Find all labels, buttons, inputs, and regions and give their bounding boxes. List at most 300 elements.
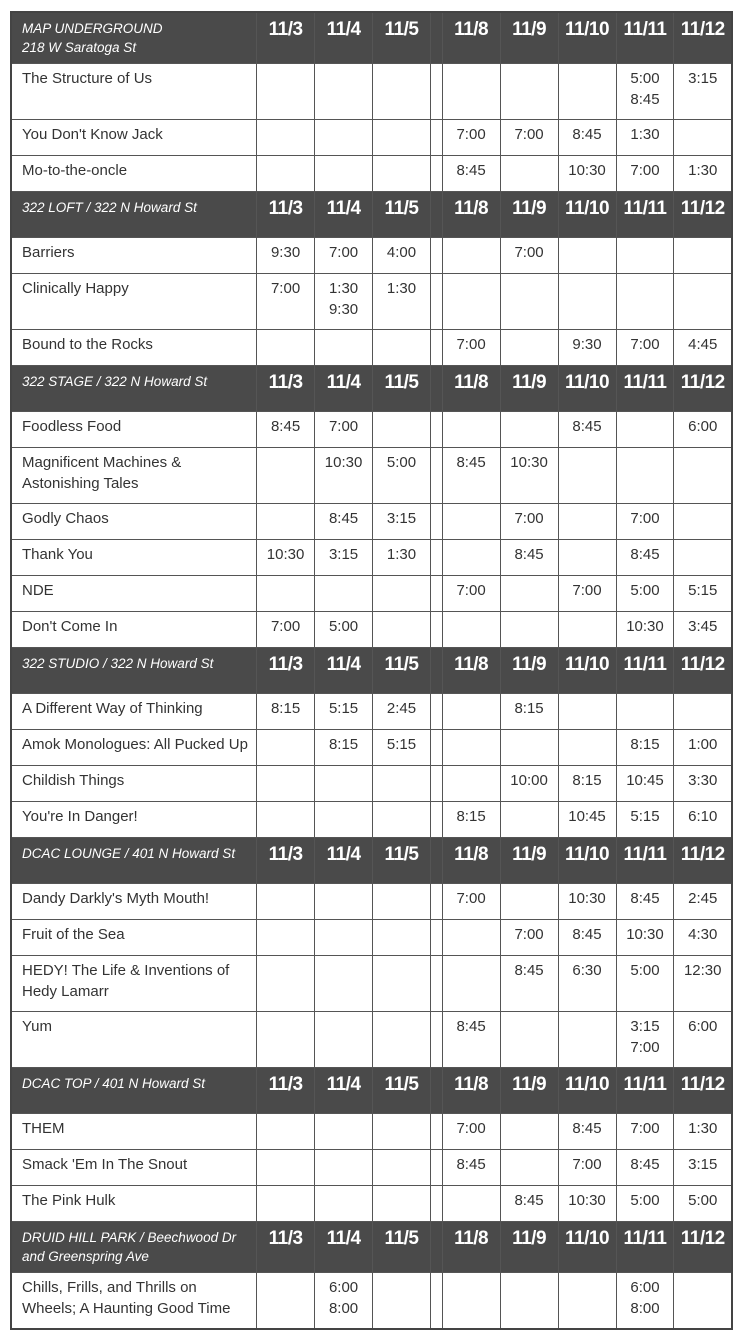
day-header: 11/3 [257, 366, 315, 412]
show-time: 5:00 [616, 956, 674, 1012]
show-title: Bound to the Rocks [11, 330, 257, 366]
show-time [257, 1186, 315, 1222]
venue-label: DCAC TOP / 401 N Howard St [11, 1068, 257, 1114]
show-time: 10:30 [500, 448, 558, 504]
show-time [558, 694, 616, 730]
show-title: You're In Danger! [11, 802, 257, 838]
day-header: 11/8 [442, 838, 500, 884]
show-time [257, 330, 315, 366]
show-time: 7:00 [500, 920, 558, 956]
show-time [257, 1012, 315, 1068]
show-time [373, 330, 431, 366]
show-time [373, 1114, 431, 1150]
day-header: 11/3 [257, 648, 315, 694]
show-time [257, 884, 315, 920]
show-time [315, 884, 373, 920]
show-time [674, 504, 732, 540]
show-time: 1:30 [373, 540, 431, 576]
day-header: 11/12 [674, 192, 732, 238]
show-title: Barriers [11, 238, 257, 274]
venue-label: DCAC LOUNGE / 401 N Howard St [11, 838, 257, 884]
show-time [558, 504, 616, 540]
day-header: 11/4 [315, 648, 373, 694]
day-header: 11/12 [674, 12, 732, 64]
show-time: 8:15 [616, 730, 674, 766]
day-header: 11/11 [616, 192, 674, 238]
show-time: 5:00 8:45 [616, 64, 674, 120]
show-time: 3:15 [373, 504, 431, 540]
day-header: 11/10 [558, 12, 616, 64]
show-title: Yum [11, 1012, 257, 1068]
show-time [500, 1012, 558, 1068]
show-row [11, 504, 732, 540]
venue-label: 322 STUDIO / 322 N Howard St [11, 648, 257, 694]
day-header: 11/12 [674, 838, 732, 884]
show-time: 8:45 [442, 156, 500, 192]
day-header: 11/5 [373, 1222, 431, 1273]
column-gap [431, 766, 443, 802]
venue-header-row [11, 1222, 732, 1273]
show-time [315, 330, 373, 366]
day-header: 11/9 [500, 648, 558, 694]
schedule-table [10, 11, 733, 1330]
show-time: 7:00 [442, 576, 500, 612]
show-time [257, 956, 315, 1012]
show-time: 5:15 [315, 694, 373, 730]
show-time: 8:45 [442, 1012, 500, 1068]
show-row [11, 1273, 732, 1330]
show-time: 10:30 [616, 920, 674, 956]
show-time [315, 1186, 373, 1222]
show-time: 7:00 [442, 1114, 500, 1150]
day-header: 11/8 [442, 1222, 500, 1273]
show-time [500, 730, 558, 766]
venue-header-row [11, 648, 732, 694]
column-gap [431, 192, 443, 238]
show-time: 8:45 [558, 412, 616, 448]
show-time [500, 802, 558, 838]
column-gap [431, 330, 443, 366]
show-row [11, 730, 732, 766]
show-time [373, 1273, 431, 1330]
show-time: 10:00 [500, 766, 558, 802]
show-time: 8:45 [616, 1150, 674, 1186]
show-title: Chills, Frills, and Thrills on Wheels; A Haunting Good Time [11, 1273, 257, 1330]
show-time [616, 412, 674, 448]
day-header: 11/4 [315, 12, 373, 64]
show-time [500, 274, 558, 330]
show-time: 8:45 [500, 1186, 558, 1222]
show-time: 9:30 [558, 330, 616, 366]
day-header: 11/9 [500, 12, 558, 64]
column-gap [431, 956, 443, 1012]
show-time [257, 1114, 315, 1150]
day-header: 11/9 [500, 1068, 558, 1114]
show-time [442, 730, 500, 766]
show-time [257, 920, 315, 956]
show-title: The Pink Hulk [11, 1186, 257, 1222]
show-row [11, 612, 732, 648]
show-time [558, 448, 616, 504]
show-time [373, 612, 431, 648]
day-header: 11/10 [558, 648, 616, 694]
column-gap [431, 504, 443, 540]
venue-header-row [11, 1068, 732, 1114]
show-time [558, 274, 616, 330]
day-header: 11/3 [257, 1222, 315, 1273]
show-time: 8:45 [442, 1150, 500, 1186]
show-time: 4:00 [373, 238, 431, 274]
show-time [373, 766, 431, 802]
show-time: 4:45 [674, 330, 732, 366]
show-time [257, 730, 315, 766]
show-time: 4:30 [674, 920, 732, 956]
day-header: 11/8 [442, 648, 500, 694]
show-time [315, 576, 373, 612]
show-row [11, 238, 732, 274]
column-gap [431, 64, 443, 120]
show-time: 5:00 [616, 1186, 674, 1222]
column-gap [431, 1012, 443, 1068]
column-gap [431, 1068, 443, 1114]
show-time [558, 730, 616, 766]
show-time [315, 64, 373, 120]
show-time: 3:30 [674, 766, 732, 802]
day-header: 11/9 [500, 192, 558, 238]
show-time: 8:15 [500, 694, 558, 730]
show-time: 1:30 [616, 120, 674, 156]
day-header: 11/11 [616, 838, 674, 884]
day-header: 11/10 [558, 192, 616, 238]
show-time [373, 64, 431, 120]
day-header: 11/10 [558, 1068, 616, 1114]
day-header: 11/12 [674, 648, 732, 694]
venue-header-row [11, 192, 732, 238]
show-time: 10:30 [315, 448, 373, 504]
column-gap [431, 884, 443, 920]
show-time: 5:15 [373, 730, 431, 766]
day-header: 11/4 [315, 1222, 373, 1273]
show-time: 7:00 [616, 1114, 674, 1150]
show-time: 7:00 [558, 576, 616, 612]
show-time [500, 1114, 558, 1150]
show-time: 10:45 [616, 766, 674, 802]
day-header: 11/4 [315, 366, 373, 412]
show-time: 1:30 [674, 156, 732, 192]
show-time: 3:45 [674, 612, 732, 648]
show-time: 7:00 [257, 612, 315, 648]
show-title: Don't Come In [11, 612, 257, 648]
column-gap [431, 156, 443, 192]
venue-header-row [11, 838, 732, 884]
show-time: 8:45 [616, 884, 674, 920]
show-time: 2:45 [674, 884, 732, 920]
show-row [11, 156, 732, 192]
show-time [558, 64, 616, 120]
show-time: 7:00 [442, 330, 500, 366]
show-time: 10:30 [616, 612, 674, 648]
show-title: Smack 'Em In The Snout [11, 1150, 257, 1186]
column-gap [431, 1273, 443, 1330]
show-time [616, 238, 674, 274]
show-time [500, 612, 558, 648]
show-time: 6:00 [674, 412, 732, 448]
show-title: The Structure of Us [11, 64, 257, 120]
show-time [442, 1273, 500, 1330]
venue-label: 322 STAGE / 322 N Howard St [11, 366, 257, 412]
day-header: 11/5 [373, 192, 431, 238]
show-time [500, 576, 558, 612]
day-header: 11/10 [558, 1222, 616, 1273]
column-gap [431, 838, 443, 884]
show-title: THEM [11, 1114, 257, 1150]
show-title: Dandy Darkly's Myth Mouth! [11, 884, 257, 920]
show-title: Fruit of the Sea [11, 920, 257, 956]
show-time [373, 884, 431, 920]
show-row [11, 1186, 732, 1222]
show-row [11, 540, 732, 576]
column-gap [431, 1186, 443, 1222]
day-header: 11/8 [442, 192, 500, 238]
show-row [11, 1150, 732, 1186]
show-time [373, 1012, 431, 1068]
show-row [11, 448, 732, 504]
day-header: 11/12 [674, 1222, 732, 1273]
show-time [616, 274, 674, 330]
show-time: 7:00 [315, 238, 373, 274]
show-time: 1:30 [373, 274, 431, 330]
show-time: 10:30 [558, 1186, 616, 1222]
show-time [616, 448, 674, 504]
show-time: 10:30 [257, 540, 315, 576]
day-header: 11/11 [616, 648, 674, 694]
show-time [500, 412, 558, 448]
day-header: 11/11 [616, 1222, 674, 1273]
day-header: 11/8 [442, 366, 500, 412]
show-row [11, 330, 732, 366]
show-title: Godly Chaos [11, 504, 257, 540]
show-time: 5:00 [616, 576, 674, 612]
show-time: 6:10 [674, 802, 732, 838]
day-header: 11/10 [558, 366, 616, 412]
day-header: 11/5 [373, 366, 431, 412]
column-gap [431, 238, 443, 274]
column-gap [431, 648, 443, 694]
show-time: 3:15 [315, 540, 373, 576]
show-time: 1:30 9:30 [315, 274, 373, 330]
show-row [11, 120, 732, 156]
show-title: You Don't Know Jack [11, 120, 257, 156]
show-time [558, 540, 616, 576]
show-time [257, 1150, 315, 1186]
show-time: 8:45 [558, 920, 616, 956]
show-row [11, 274, 732, 330]
show-time [674, 540, 732, 576]
show-time: 8:45 [315, 504, 373, 540]
column-gap [431, 1114, 443, 1150]
show-time [373, 156, 431, 192]
show-time [442, 956, 500, 1012]
show-time: 8:45 [500, 540, 558, 576]
show-row [11, 802, 732, 838]
show-time [442, 766, 500, 802]
show-row [11, 576, 732, 612]
show-time [674, 274, 732, 330]
show-time: 3:15 7:00 [616, 1012, 674, 1068]
column-gap [431, 448, 443, 504]
day-header: 11/9 [500, 838, 558, 884]
day-header: 11/4 [315, 1068, 373, 1114]
show-time [442, 1186, 500, 1222]
show-time [257, 1273, 315, 1330]
show-time [558, 1012, 616, 1068]
show-time [315, 156, 373, 192]
show-time [674, 120, 732, 156]
column-gap [431, 694, 443, 730]
show-time [315, 120, 373, 156]
show-time [257, 64, 315, 120]
show-time: 5:00 [315, 612, 373, 648]
day-header: 11/11 [616, 12, 674, 64]
show-time [442, 64, 500, 120]
venue-header-row [11, 12, 732, 64]
show-time: 8:15 [558, 766, 616, 802]
column-gap [431, 120, 443, 156]
show-row [11, 412, 732, 448]
show-title: NDE [11, 576, 257, 612]
show-row [11, 64, 732, 120]
day-header: 11/11 [616, 1068, 674, 1114]
show-time [257, 802, 315, 838]
day-header: 11/4 [315, 838, 373, 884]
show-time [257, 120, 315, 156]
show-title: Foodless Food [11, 412, 257, 448]
show-time [674, 1273, 732, 1330]
show-time: 8:45 [500, 956, 558, 1012]
column-gap [431, 412, 443, 448]
show-title: Thank You [11, 540, 257, 576]
show-time: 7:00 [616, 156, 674, 192]
show-time [442, 694, 500, 730]
day-header: 11/8 [442, 1068, 500, 1114]
show-time: 8:15 [315, 730, 373, 766]
day-header: 11/9 [500, 1222, 558, 1273]
show-row [11, 766, 732, 802]
show-time: 10:30 [558, 884, 616, 920]
show-time: 7:00 [442, 120, 500, 156]
show-time [500, 1150, 558, 1186]
show-time [674, 448, 732, 504]
show-time: 5:00 [674, 1186, 732, 1222]
show-time [315, 1012, 373, 1068]
column-gap [431, 274, 443, 330]
venue-label: 322 LOFT / 322 N Howard St [11, 192, 257, 238]
schedule-body [11, 12, 732, 1329]
show-time [373, 576, 431, 612]
show-time [315, 766, 373, 802]
show-title: HEDY! The Life & Inventions of Hedy Lamarr [11, 956, 257, 1012]
show-time [257, 504, 315, 540]
show-time: 7:00 [500, 504, 558, 540]
show-row [11, 920, 732, 956]
show-time: 8:15 [442, 802, 500, 838]
show-title: Amok Monologues: All Pucked Up [11, 730, 257, 766]
show-row [11, 956, 732, 1012]
show-time [442, 920, 500, 956]
show-time [315, 802, 373, 838]
show-time [315, 1150, 373, 1186]
show-time: 7:00 [558, 1150, 616, 1186]
show-time [257, 156, 315, 192]
show-time: 9:30 [257, 238, 315, 274]
show-time: 7:00 [442, 884, 500, 920]
column-gap [431, 802, 443, 838]
show-time: 1:30 [674, 1114, 732, 1150]
column-gap [431, 366, 443, 412]
show-time: 6:30 [558, 956, 616, 1012]
show-row [11, 884, 732, 920]
show-time [500, 330, 558, 366]
column-gap [431, 1150, 443, 1186]
show-time [558, 1273, 616, 1330]
show-time [373, 1186, 431, 1222]
show-time [674, 238, 732, 274]
day-header: 11/3 [257, 1068, 315, 1114]
column-gap [431, 540, 443, 576]
show-time: 7:00 [616, 504, 674, 540]
show-time [442, 238, 500, 274]
show-time [373, 1150, 431, 1186]
show-time [373, 920, 431, 956]
show-title: Magnificent Machines & Astonishing Tales [11, 448, 257, 504]
show-time: 7:00 [257, 274, 315, 330]
show-time [558, 238, 616, 274]
column-gap [431, 576, 443, 612]
day-header: 11/11 [616, 366, 674, 412]
show-time: 5:15 [616, 802, 674, 838]
day-header: 11/10 [558, 838, 616, 884]
show-time [373, 412, 431, 448]
show-time: 8:45 [558, 120, 616, 156]
column-gap [431, 920, 443, 956]
show-time [257, 576, 315, 612]
column-gap [431, 1222, 443, 1273]
show-time: 8:45 [558, 1114, 616, 1150]
column-gap [431, 12, 443, 64]
day-header: 11/3 [257, 12, 315, 64]
show-time: 1:00 [674, 730, 732, 766]
show-time: 7:00 [500, 120, 558, 156]
show-time [674, 694, 732, 730]
show-title: Childish Things [11, 766, 257, 802]
venue-label: MAP UNDERGROUND 218 W Saratoga St [11, 12, 257, 64]
show-time [442, 412, 500, 448]
show-time [257, 448, 315, 504]
show-time [315, 1114, 373, 1150]
show-title: A Different Way of Thinking [11, 694, 257, 730]
show-time: 7:00 [616, 330, 674, 366]
column-gap [431, 612, 443, 648]
day-header: 11/12 [674, 366, 732, 412]
show-time [442, 540, 500, 576]
show-row [11, 1012, 732, 1068]
show-time: 8:45 [616, 540, 674, 576]
show-time: 8:45 [257, 412, 315, 448]
show-time: 3:15 [674, 64, 732, 120]
day-header: 11/3 [257, 192, 315, 238]
show-time [500, 1273, 558, 1330]
show-time: 10:30 [558, 156, 616, 192]
